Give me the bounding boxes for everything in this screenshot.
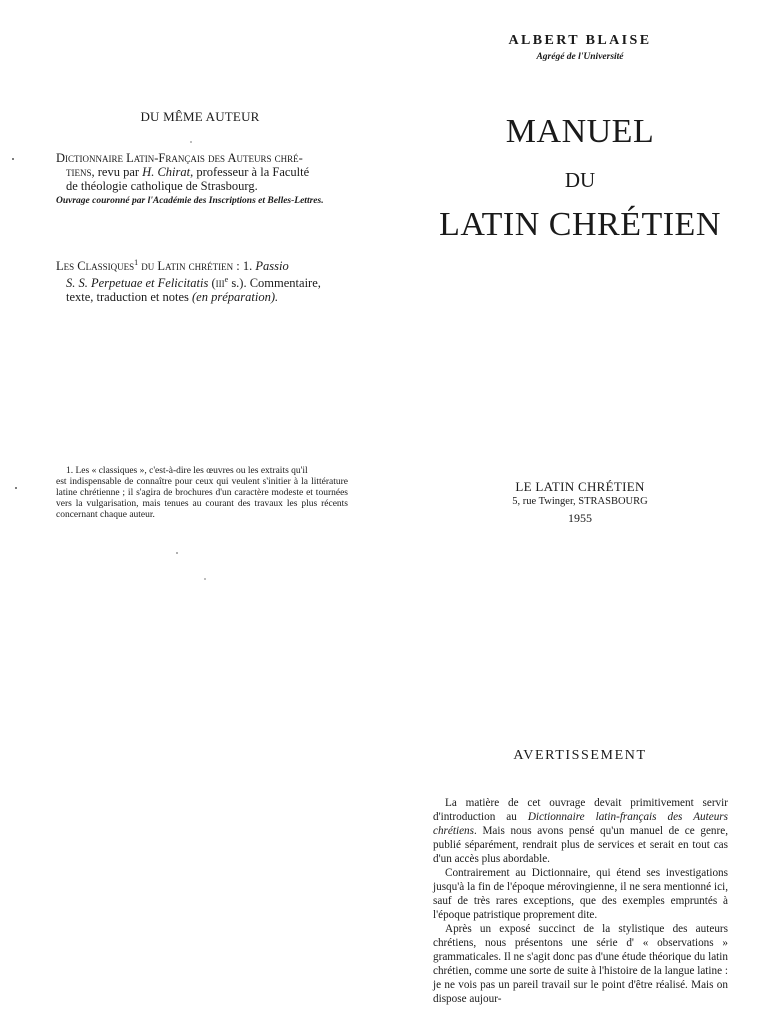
work1-reviser: H. Chirat bbox=[142, 165, 191, 179]
scan-speck bbox=[176, 552, 178, 554]
author-name: ALBERT BLAISE bbox=[508, 33, 652, 48]
work1-revised-suffix: , professeur à la Faculté bbox=[190, 165, 310, 179]
publisher-address: 5, rue Twinger, STRASBOURG bbox=[512, 496, 648, 507]
title-line-1: MANUEL bbox=[505, 113, 655, 150]
work1-title-cont: tiens bbox=[66, 165, 92, 179]
publisher-name: LE LATIN CHRÉTIEN bbox=[515, 479, 645, 494]
para1-b: . Mais nous avons pensé qu'un manuel de ce genre, publié séparément, rendrait plus de services et serait en tout cas d'un accès plus abordable. bbox=[433, 825, 728, 865]
work1-revised-prefix: , revu par bbox=[91, 165, 143, 179]
work2-century-b: s.). Commentaire, bbox=[228, 276, 321, 291]
work2-century-sup: e bbox=[224, 275, 229, 285]
other-works-heading: DU MÊME AUTEUR bbox=[140, 109, 260, 124]
work2-line3-a: texte, traduction et notes bbox=[66, 290, 193, 305]
publication-year: 1955 bbox=[568, 511, 592, 525]
para1-italic: Dictionnaire latin-français des Auteurs chrétiens bbox=[433, 811, 728, 837]
work-entry-classiques bbox=[56, 256, 358, 304]
footnote-rest: est indispensable de connaître pour ceux qui veulent s'initier à la littérature latine chrétienne ; il s'agira de brochures d'un caractère modeste et tournées vers la vulgarisation, mais tenues au courant des travaux les plus récents concernant chaque auteur. bbox=[56, 477, 348, 520]
para1-a: La matière de cet ouvrage devait primitivement servir d'introduction au bbox=[433, 797, 728, 823]
work2-line3-b: (en préparation). bbox=[192, 290, 279, 305]
work2-series-a: Les Classiques bbox=[56, 259, 135, 274]
scan-speck bbox=[12, 158, 14, 160]
work-entry-dictionnaire bbox=[56, 151, 358, 207]
work1-line3: de théologie catholique de Strasbourg. bbox=[66, 179, 258, 193]
title-line-2: DU bbox=[564, 168, 596, 192]
work1-award: Ouvrage couronné par l'Académie des Inscriptions et Belles-Lettres. bbox=[56, 196, 324, 206]
scan-speck bbox=[15, 487, 17, 489]
avertissement-paragraph-2: Contrairement au Dictionnaire, qui étend ses investigations jusqu'à la fin de l'époque mérovingienne, il ne sera mentionné ici, sauf de très rares exceptions, que des exemples empruntés à l'époque patristique proprement dite. bbox=[433, 867, 728, 921]
work2-title-a: Passio bbox=[255, 259, 289, 274]
work2-century-num: iii bbox=[215, 276, 225, 291]
avertissement-body bbox=[433, 796, 728, 1006]
work2-series-b: du Latin chrétien bbox=[138, 259, 234, 274]
work1-line2 bbox=[56, 165, 358, 179]
work2-sep: : 1. bbox=[233, 259, 256, 274]
avertissement-heading: AVERTISSEMENT bbox=[513, 748, 647, 763]
work2-line1 bbox=[56, 256, 358, 273]
avertissement-paragraph-1 bbox=[433, 796, 728, 866]
scan-speck bbox=[204, 578, 206, 580]
work2-line3 bbox=[56, 290, 358, 304]
work2-title-b: S. S. Perpetuae et Felicitatis bbox=[66, 276, 209, 291]
work2-century-a: ( bbox=[208, 276, 216, 291]
work1-line1 bbox=[56, 151, 358, 165]
scan-speck bbox=[190, 141, 192, 143]
work2-line2 bbox=[56, 273, 358, 290]
title-line-3: LATIN CHRÉTIEN bbox=[439, 206, 721, 243]
work2-footnote-ref: 1 bbox=[134, 258, 139, 267]
footnote-line1: 1. Les « classiques », c'est-à-dire les œuvres ou les extraits qu'il bbox=[66, 466, 308, 476]
avertissement-paragraph-3: Après un exposé succinct de la stylistique des auteurs chrétiens, nous présentons une série d' « observations » grammaticales. Il ne s'agit donc pas d'une étude théorique du latin chrétien, comme une sorte de suite à l'histoire de la langue latine : je ne vois pas un pareil travail sur le point d'être réalisé. Mais on dispose aujour- bbox=[433, 923, 728, 1005]
footnote bbox=[56, 466, 348, 521]
work1-title: Dictionnaire Latin-Français des Auteurs chré- bbox=[56, 151, 303, 165]
author-title: Agrégé de l'Université bbox=[536, 52, 624, 62]
